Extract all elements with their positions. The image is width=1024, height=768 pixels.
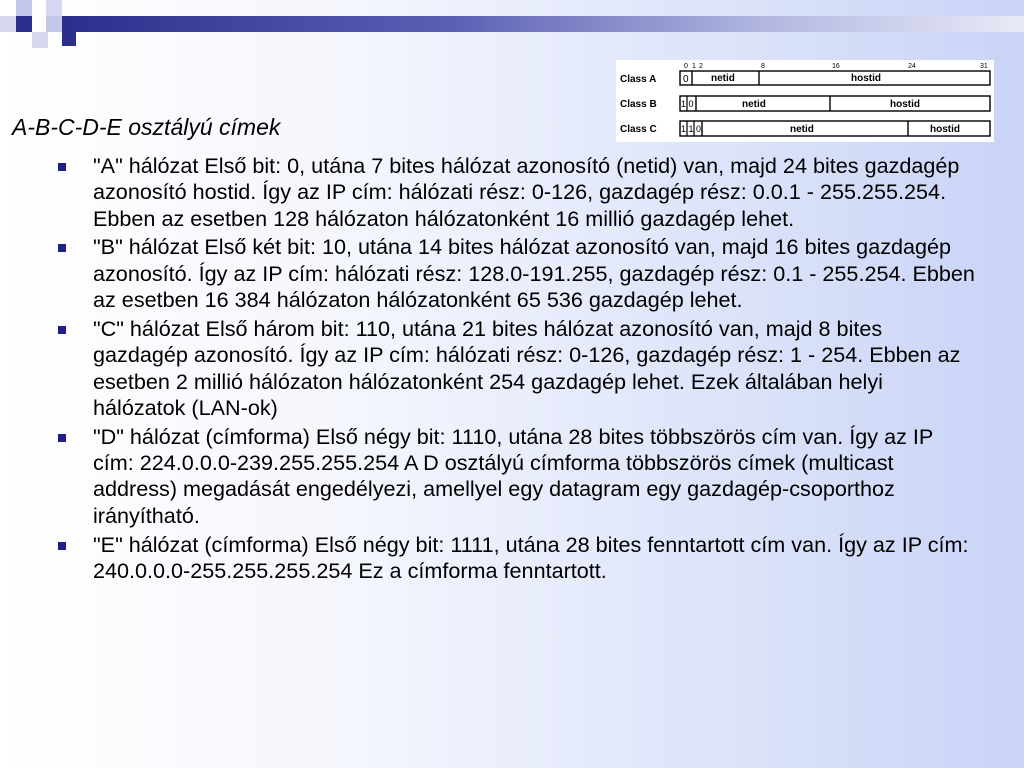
bullet-text: "B" hálózat Első két bit: 10, utána 14 bites hálózat azonosító van, majd 16 bites gazdagép azonosító. Így az IP cím: hálózati rész: 128.0-191.255, gazdagép rész: 0.1 - 255.254. Ebben az esetben 16 384 hálózaton hálózatonként 65 536 gazdagép lehet.: [93, 234, 975, 313]
square-bullet-icon: [58, 326, 66, 334]
bullet-item-class-d: [56, 424, 976, 529]
header-bar: [62, 16, 1024, 32]
bullet-text: "C" hálózat Első három bit: 110, utána 21 bites hálózat azonosító van, majd 8 bites gazdagép azonosító. Így az IP cím: hálózati rész: 0-126, gazdagép rész: 1 - 254. Ebben az esetben 2 millió hálózaton hálózatonként 254 gazdagép lehet. Ezek általában helyi hálózatok (LAN-ok): [93, 315, 961, 420]
bullet-text: "A" hálózat Első bit: 0, utána 7 bites hálózat azonosító (netid) van, majd 24 bites gazdagép azonosító hostid. Így az IP cím: hálózati rész: 0-126, gazdagép rész: 0.0.1 - 255.255.254. Ebben az esetben 128 hálózaton hálózatonként 16 millió gazdagép lehet.: [93, 153, 960, 231]
bullet-list: [56, 153, 976, 587]
hostid-field: hostid: [890, 99, 920, 110]
bullet-item-class-b: [56, 234, 976, 313]
class-label: Class A: [620, 74, 657, 85]
bit-label: 31: [980, 63, 988, 70]
class-label: Class C: [620, 124, 657, 135]
bullet-item-class-a: [56, 153, 976, 232]
ip-class-diagram: [616, 60, 994, 142]
class-bits: 1 1 0: [681, 124, 702, 134]
slide-title: A-B-C-D-E osztályú címek: [12, 114, 281, 140]
bullet-text: "D" hálózat (címforma) Első négy bit: 1110, utána 28 bites többszörös cím van. Így az IP cím: 224.0.0.0-239.255.255.254 A D osztályú címforma többszörös címek (multicast address) megadását engedélyezi, amellyel egy datagram egy gazdagép-csoporthoz irányítható.: [93, 423, 933, 528]
square-bullet-icon: [58, 542, 66, 550]
square-bullet-icon: [58, 163, 66, 171]
hostid-field: hostid: [851, 73, 881, 84]
bullet-item-class-e: [56, 532, 976, 585]
class-bits: 0: [683, 74, 689, 85]
class-label: Class B: [620, 99, 657, 110]
bit-label: 1: [692, 63, 696, 70]
bullet-item-class-c: [56, 316, 976, 421]
bit-label: 8: [761, 63, 765, 70]
class-bits: 1 0: [681, 99, 694, 109]
bullet-text: "E" hálózat (címforma) Első négy bit: 1111, utána 28 bites fenntartott cím van. Így az IP cím: 240.0.0.0-255.255.255.254 Ez a címforma fenntartott.: [93, 531, 969, 583]
netid-field: netid: [742, 99, 766, 110]
netid-field: netid: [711, 73, 735, 84]
bit-label: 16: [832, 63, 840, 70]
square-bullet-icon: [58, 244, 66, 252]
hostid-field: hostid: [930, 124, 960, 135]
netid-field: netid: [790, 124, 814, 135]
bit-label: 24: [908, 63, 916, 70]
square-bullet-icon: [58, 434, 66, 442]
bit-label: 2: [699, 63, 703, 70]
bit-label: 0: [684, 63, 688, 70]
